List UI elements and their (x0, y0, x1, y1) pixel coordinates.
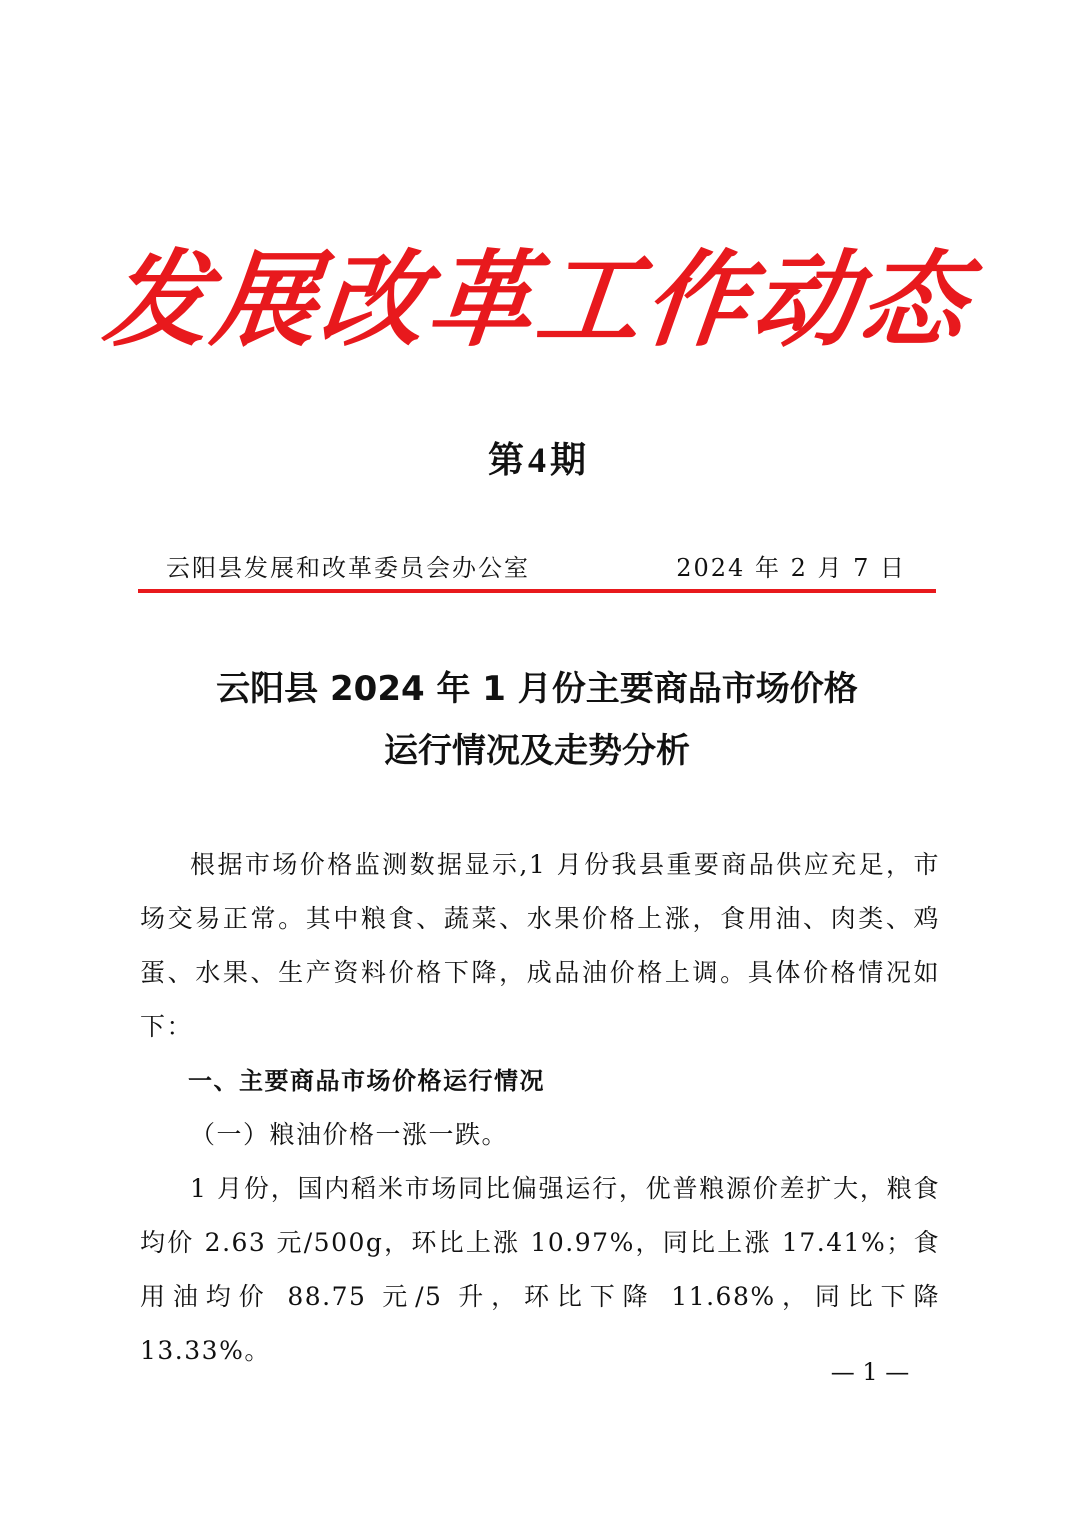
page-number: — 1 — (830, 1358, 910, 1386)
issue-prefix: 第 (487, 440, 524, 481)
issue-date: 2024 年 2 月 7 日 (676, 554, 906, 582)
masthead (0, 200, 1074, 400)
document-title-line-2: 运行情况及走势分析 (384, 731, 690, 771)
document-title (0, 658, 1074, 782)
section-heading: 一、主要商品市场价格运行情况 (188, 1067, 545, 1095)
document-title-line-1: 云阳县 2024 年 1 月份主要商品市场价格 (216, 669, 858, 709)
intro-paragraph: 根据市场价格监测数据显示,1 月份我县重要商品供应充足，市场交易正常。其中粮食、蔬菜、水果价格上涨，食用油、肉类、鸡蛋、水果、生产资料价格下降，成品油价格上调。具体价格情况如下： (140, 850, 940, 1041)
masthead-title: 发展改革工作动态 (98, 238, 976, 361)
issue-suffix: 期 (550, 440, 587, 481)
issuing-office: 云阳县发展和改革委员会办公室 (166, 554, 530, 582)
body-paragraph: 1 月份，国内稻米市场同比偏强运行，优普粮源价差扩大，粮食均价 2.63 元/500g，环比上涨 10.97%，同比上涨 17.41%；食用油均价 88.75 元/5 升，环比下降 11.68%，同比下降 13.33%。 (140, 1174, 940, 1365)
issue-number (0, 432, 1074, 489)
issue-number-value: 4 (528, 440, 546, 480)
red-divider (138, 589, 936, 593)
document-body (140, 838, 940, 1378)
issuer-row (166, 548, 906, 588)
subsection-heading: （一）粮油价格一涨一跌。 (190, 1120, 509, 1149)
